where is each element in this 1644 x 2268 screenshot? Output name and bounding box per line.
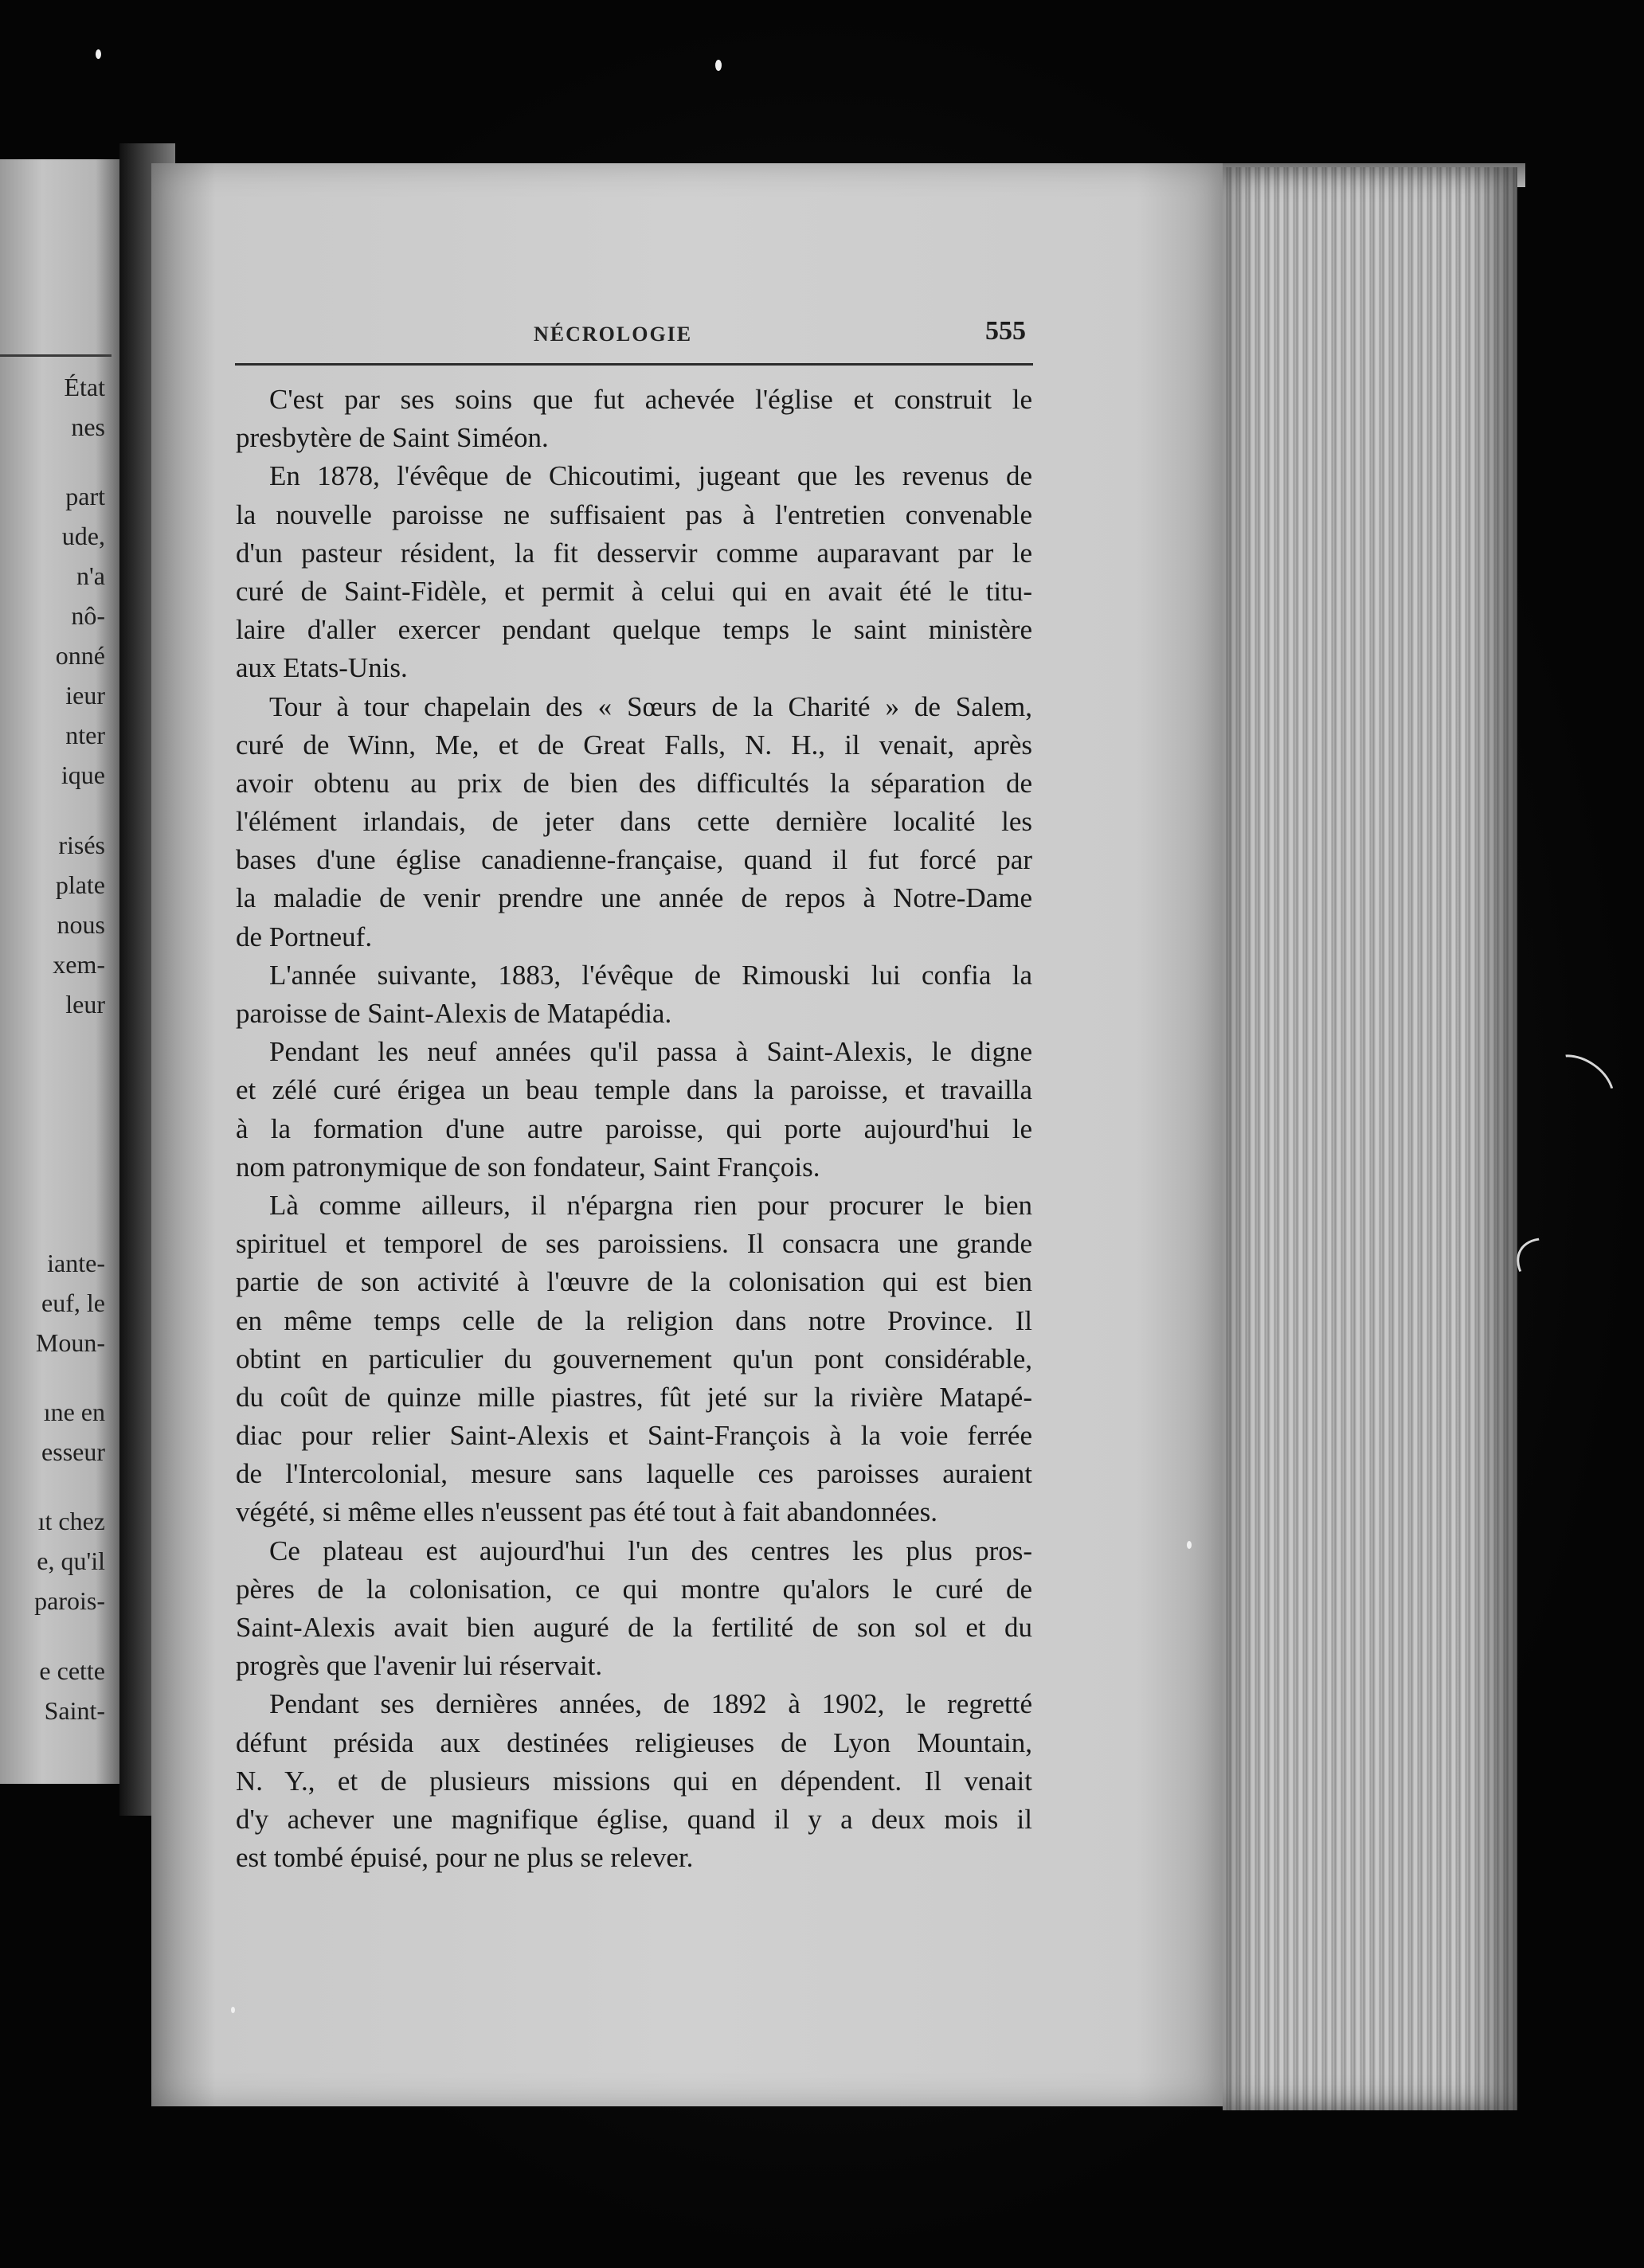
text-line: l'élément irlandais, de jeter dans cette dernière localité les <box>236 806 1032 838</box>
film-scratch <box>1569 2003 1644 2055</box>
text-line: bases d'une église canadienne-française, quand il fut forcé par <box>236 844 1032 876</box>
page-number: 555 <box>985 316 1026 346</box>
left-page-line: onné <box>55 641 105 670</box>
left-page-line: n'a <box>76 561 105 590</box>
text-line: la nouvelle paroisse ne suffisaient pas à l'entretien convenable <box>236 499 1032 530</box>
page-stack-edges <box>1223 167 1517 2110</box>
text-line: d'un pasteur résident, la fit desservir comme auparavant par le <box>236 537 1032 569</box>
film-dust <box>715 60 722 71</box>
text-line: Ce plateau est aujourd'hui l'un des centres les plus pros- <box>269 1535 1032 1566</box>
text-line: diac pour relier Saint-Alexis et Saint-François à la voie ferrée <box>236 1420 1032 1452</box>
text-line: défunt présida aux destinées religieuses de Lyon Mountain, <box>236 1726 1032 1758</box>
text-line: paroisse de Saint-Alexis de Matapédia. <box>236 998 672 1029</box>
left-page-line: e cette <box>39 1656 105 1685</box>
text-line: de Portneuf. <box>236 921 373 952</box>
left-page-line: Moun- <box>35 1328 105 1357</box>
film-dust <box>1187 1541 1192 1549</box>
left-page-line: part <box>65 482 105 510</box>
left-page-fragment <box>0 159 119 1784</box>
text-line: laire d'aller exercer pendant quelque temps le saint ministère <box>236 614 1032 646</box>
text-line: d'y achever une magnifique église, quand il y a deux mois il <box>236 1803 1032 1835</box>
left-page-line: risés <box>58 831 105 859</box>
text-line: la maladie de venir prendre une année de repos à Notre-Dame <box>236 882 1032 914</box>
left-page-line: xem- <box>53 950 105 979</box>
text-line: Pendant ses dernières années, de 1892 à 1902, le regretté <box>269 1688 1032 1720</box>
text-line: L'année suivante, 1883, l'évêque de Rimouski lui confia la <box>269 959 1032 991</box>
text-line: Saint-Alexis avait bien auguré de la fertilité de son sol et du <box>236 1612 1032 1643</box>
film-scratch <box>1505 1223 1615 1322</box>
left-page-line: Saint- <box>44 1696 105 1725</box>
left-page-line: ique <box>61 761 105 789</box>
text-line: Là comme ailleurs, il n'épargna rien pour procurer le bien <box>269 1189 1032 1221</box>
text-line: curé de Winn, Me, et de Great Falls, N. H., il venait, après <box>236 729 1032 761</box>
left-page-line: nous <box>57 910 105 939</box>
left-page-line: nter <box>65 721 105 749</box>
text-line: N. Y., et de plusieurs missions qui en dépendent. Il venait <box>236 1765 1032 1797</box>
left-page-line: e, qu'il <box>37 1547 105 1575</box>
running-head <box>239 315 1035 354</box>
text-line: progrès que l'avenir lui réservait. <box>236 1650 603 1682</box>
text-line: Tour à tour chapelain des « Sœurs de la Charité » de Salem, <box>269 690 1032 722</box>
text-line: et zélé curé érigea un beau temple dans la paroisse, et travailla <box>236 1074 1032 1106</box>
running-head-title: NÉCROLOGIE <box>534 323 693 346</box>
text-line: partie de son activité à l'œuvre de la colonisation qui est bien <box>236 1266 1032 1298</box>
text-line: de l'Intercolonial, mesure sans laquelle ces paroisses auraient <box>236 1458 1032 1490</box>
left-page-line: État <box>64 373 105 401</box>
left-page-line: iante- <box>47 1249 105 1277</box>
left-page-line: nô- <box>71 601 105 630</box>
text-line: presbytère de Saint Siméon. <box>236 422 549 454</box>
text-line: Pendant les neuf années qu'il passa à Saint-Alexis, le digne <box>269 1036 1032 1068</box>
left-page-line: leur <box>65 990 105 1019</box>
left-page-line: esseur <box>41 1437 105 1466</box>
text-line: à la formation d'une autre paroisse, qui porte aujourd'hui le <box>236 1112 1032 1144</box>
running-head-rule <box>235 363 1033 366</box>
left-page-line: ıt chez <box>37 1507 105 1535</box>
left-page-line: plate <box>55 870 105 899</box>
text-line: pères de la colonisation, ce qui montre qu'alors le curé de <box>236 1573 1032 1605</box>
text-line: En 1878, l'évêque de Chicoutimi, jugeant que les revenus de <box>269 460 1032 492</box>
film-dust <box>231 2007 235 2013</box>
text-line: spirituel et temporel de ses paroissiens. Il consacra une grande <box>236 1228 1032 1260</box>
film-dust <box>96 49 101 59</box>
left-page-line: parois- <box>34 1586 105 1615</box>
left-page-line: nes <box>71 413 105 441</box>
text-line: végété, si même elles n'eussent pas été tout à fait abandonnées. <box>236 1496 937 1528</box>
left-page-line: ıne en <box>43 1398 105 1426</box>
text-line: curé de Saint-Fidèle, et permit à celui qui en avait été le titu- <box>236 575 1032 607</box>
left-page-line: euf, le <box>41 1288 105 1317</box>
text-line: aux Etats-Unis. <box>236 652 408 684</box>
text-line: nom patronymique de son fondateur, Saint François. <box>236 1151 820 1183</box>
text-line: en même temps celle de la religion dans notre Province. Il <box>236 1304 1032 1336</box>
text-line: du coût de quinze mille piastres, fût jeté sur la rivière Matapé- <box>236 1381 1032 1413</box>
obituary-text <box>236 381 1032 1877</box>
text-line: obtint en particulier du gouvernement qu'un pont considérable, <box>236 1343 1032 1374</box>
film-scratch <box>1533 1042 1626 1128</box>
text-line: est tombé épuisé, pour ne plus se relever. <box>236 1842 694 1874</box>
left-page-line: ude, <box>61 522 105 550</box>
text-line: C'est par ses soins que fut achevée l'église et construit le <box>269 384 1032 415</box>
text-line: avoir obtenu au prix de bien des difficultés la séparation de <box>236 767 1032 799</box>
left-page-top-rule <box>0 354 112 357</box>
left-page-line: ieur <box>65 681 105 710</box>
